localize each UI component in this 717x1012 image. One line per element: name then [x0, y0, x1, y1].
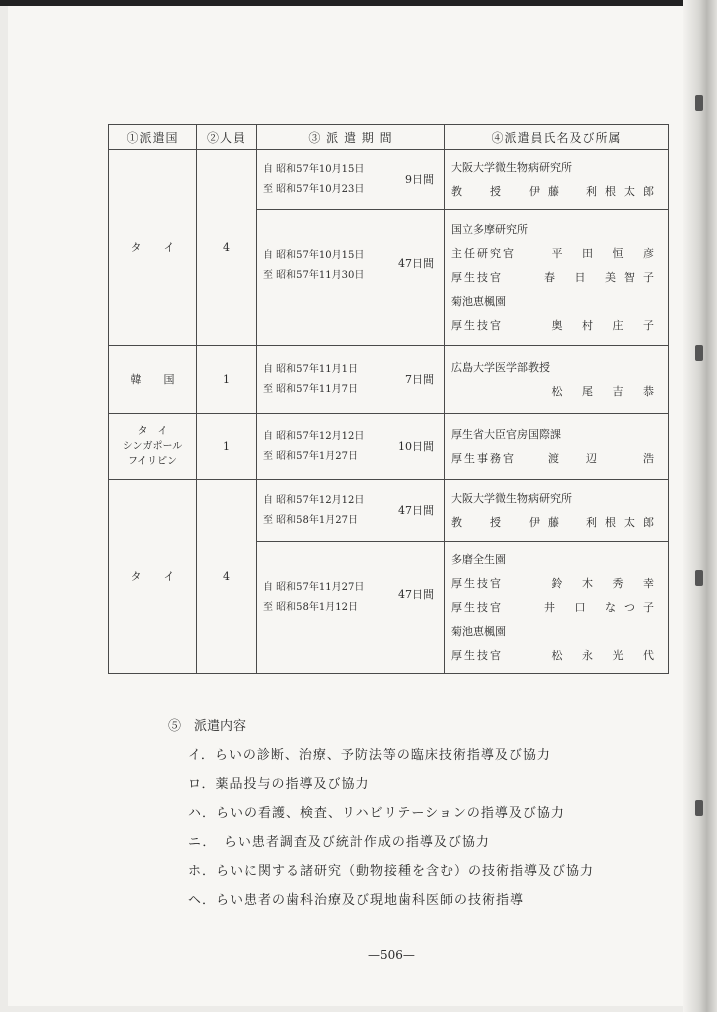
country-cell: タ イ — [109, 150, 197, 346]
persons-cell: 1 — [197, 346, 257, 414]
member-name: 春 日 美智子 — [544, 270, 662, 284]
period-duration: 47日間 — [398, 257, 434, 271]
persons-cell: 1 — [197, 414, 257, 480]
period-to: 至 昭和58年1月12日 — [263, 601, 358, 613]
members-cell — [445, 210, 669, 346]
table-row — [109, 414, 669, 480]
member-row — [451, 266, 662, 290]
period-cell — [257, 150, 445, 210]
members-cell — [445, 414, 669, 480]
period-to: 至 昭和57年1月27日 — [263, 450, 358, 462]
member-title: 厚生技官 — [451, 576, 503, 590]
period-duration: 47日間 — [398, 587, 434, 601]
binding-clip — [695, 800, 703, 816]
binding-clip — [695, 345, 703, 361]
member-name: 松 尾 吉 恭 — [551, 384, 662, 398]
member-name: 伊藤 利根太郎 — [529, 515, 662, 529]
member-title: 教 授 — [451, 515, 503, 529]
member-org: 菊池恵楓園 — [451, 624, 506, 638]
member-title: 主任研究官 — [451, 246, 516, 260]
table-row — [109, 346, 669, 414]
member-org: 広島大学医学部教授 — [451, 360, 550, 374]
period-to: 至 昭和57年11月7日 — [263, 383, 358, 395]
list-item: ハ．らいの看護、検査、リハビリテーションの指導及び協力 — [188, 806, 565, 821]
dispatch-table — [108, 124, 669, 674]
member-org: 厚生省大臣官房国際課 — [451, 427, 561, 441]
country-cell: タ イ シンガポール フイリピン — [109, 414, 197, 480]
period-from: 自 昭和57年10月15日 — [263, 163, 365, 175]
member-row — [451, 447, 662, 471]
period-from: 自 昭和57年11月1日 — [263, 363, 358, 375]
period-to: 至 昭和58年1月27日 — [263, 514, 358, 526]
header-members: ④派遣員氏名及び所属 — [445, 125, 669, 150]
member-row — [451, 511, 662, 535]
member-name: 渡 辺 浩 — [548, 451, 662, 465]
member-org: 菊池恵楓園 — [451, 294, 506, 308]
member-row — [451, 242, 662, 266]
period-from: 自 昭和57年10月15日 — [263, 249, 365, 261]
member-org: 大阪大学微生物病研究所 — [451, 491, 572, 505]
member-name: 奥 村 庄 子 — [551, 318, 662, 332]
member-title: 厚生技官 — [451, 600, 503, 614]
binding-clip — [695, 570, 703, 586]
country-cell: 韓 国 — [109, 346, 197, 414]
header-persons: ②人員 — [197, 125, 257, 150]
member-title: 教 授 — [451, 184, 503, 198]
member-row — [451, 596, 662, 620]
period-to: 至 昭和57年11月30日 — [263, 269, 365, 281]
list-item: ヘ．らい患者の歯科治療及び現地歯科医師の技術指導 — [188, 893, 525, 908]
member-org: 国立多摩研究所 — [451, 222, 528, 236]
member-title: 厚生技官 — [451, 270, 503, 284]
dispatch-content-section — [168, 712, 594, 915]
header-period: ③ 派 遣 期 間 — [257, 125, 445, 150]
period-cell — [257, 346, 445, 414]
country-cell: タ イ — [109, 480, 197, 674]
period-cell — [257, 210, 445, 346]
persons-cell: 4 — [197, 480, 257, 674]
members-cell — [445, 150, 669, 210]
period-cell — [257, 542, 445, 674]
member-name: 鈴 木 秀 幸 — [551, 576, 662, 590]
member-row — [451, 180, 662, 204]
binding-clip — [695, 95, 703, 111]
member-name: 松 永 光 代 — [551, 648, 662, 662]
period-cell — [257, 480, 445, 542]
list-item: ロ．薬品投与の指導及び協力 — [188, 777, 370, 792]
member-row — [451, 644, 662, 668]
member-row — [451, 572, 662, 596]
period-from: 自 昭和57年12月12日 — [263, 494, 365, 506]
period-cell — [257, 414, 445, 480]
table-header-row — [109, 125, 669, 150]
members-cell — [445, 346, 669, 414]
period-duration: 9日間 — [405, 172, 434, 186]
member-org: 大阪大学微生物病研究所 — [451, 160, 572, 174]
table-row — [109, 480, 669, 542]
member-name: 平 田 恒 彦 — [551, 246, 662, 260]
page-number: —506— — [368, 948, 415, 962]
member-title: 厚生事務官 — [451, 451, 516, 465]
member-title: 厚生技官 — [451, 318, 503, 332]
member-row — [451, 380, 662, 404]
persons-cell: 4 — [197, 150, 257, 346]
period-from: 自 昭和57年11月27日 — [263, 581, 365, 593]
period-duration: 10日間 — [398, 439, 434, 453]
content-heading: ⑤ 派遣内容 — [168, 719, 247, 734]
period-duration: 47日間 — [398, 503, 434, 517]
list-item: イ．らいの診断、治療、予防法等の臨床技術指導及び協力 — [188, 748, 551, 763]
binding-edge — [683, 0, 717, 1012]
header-country: ①派遣国 — [109, 125, 197, 150]
member-name: 井 口 なつ子 — [544, 600, 662, 614]
members-cell — [445, 542, 669, 674]
period-to: 至 昭和57年10月23日 — [263, 183, 365, 195]
table-row — [109, 150, 669, 210]
member-name: 伊藤 利根太郎 — [529, 184, 662, 198]
period-from: 自 昭和57年12月12日 — [263, 430, 365, 442]
member-org: 多磨全生園 — [451, 552, 506, 566]
members-cell — [445, 480, 669, 542]
period-duration: 7日間 — [405, 372, 434, 386]
list-item: ニ． らい患者調査及び統計作成の指導及び協力 — [188, 835, 490, 850]
member-title: 厚生技官 — [451, 648, 503, 662]
member-row — [451, 314, 662, 338]
list-item: ホ．らいに関する諸研究（動物接種を含む）の技術指導及び協力 — [188, 864, 595, 879]
